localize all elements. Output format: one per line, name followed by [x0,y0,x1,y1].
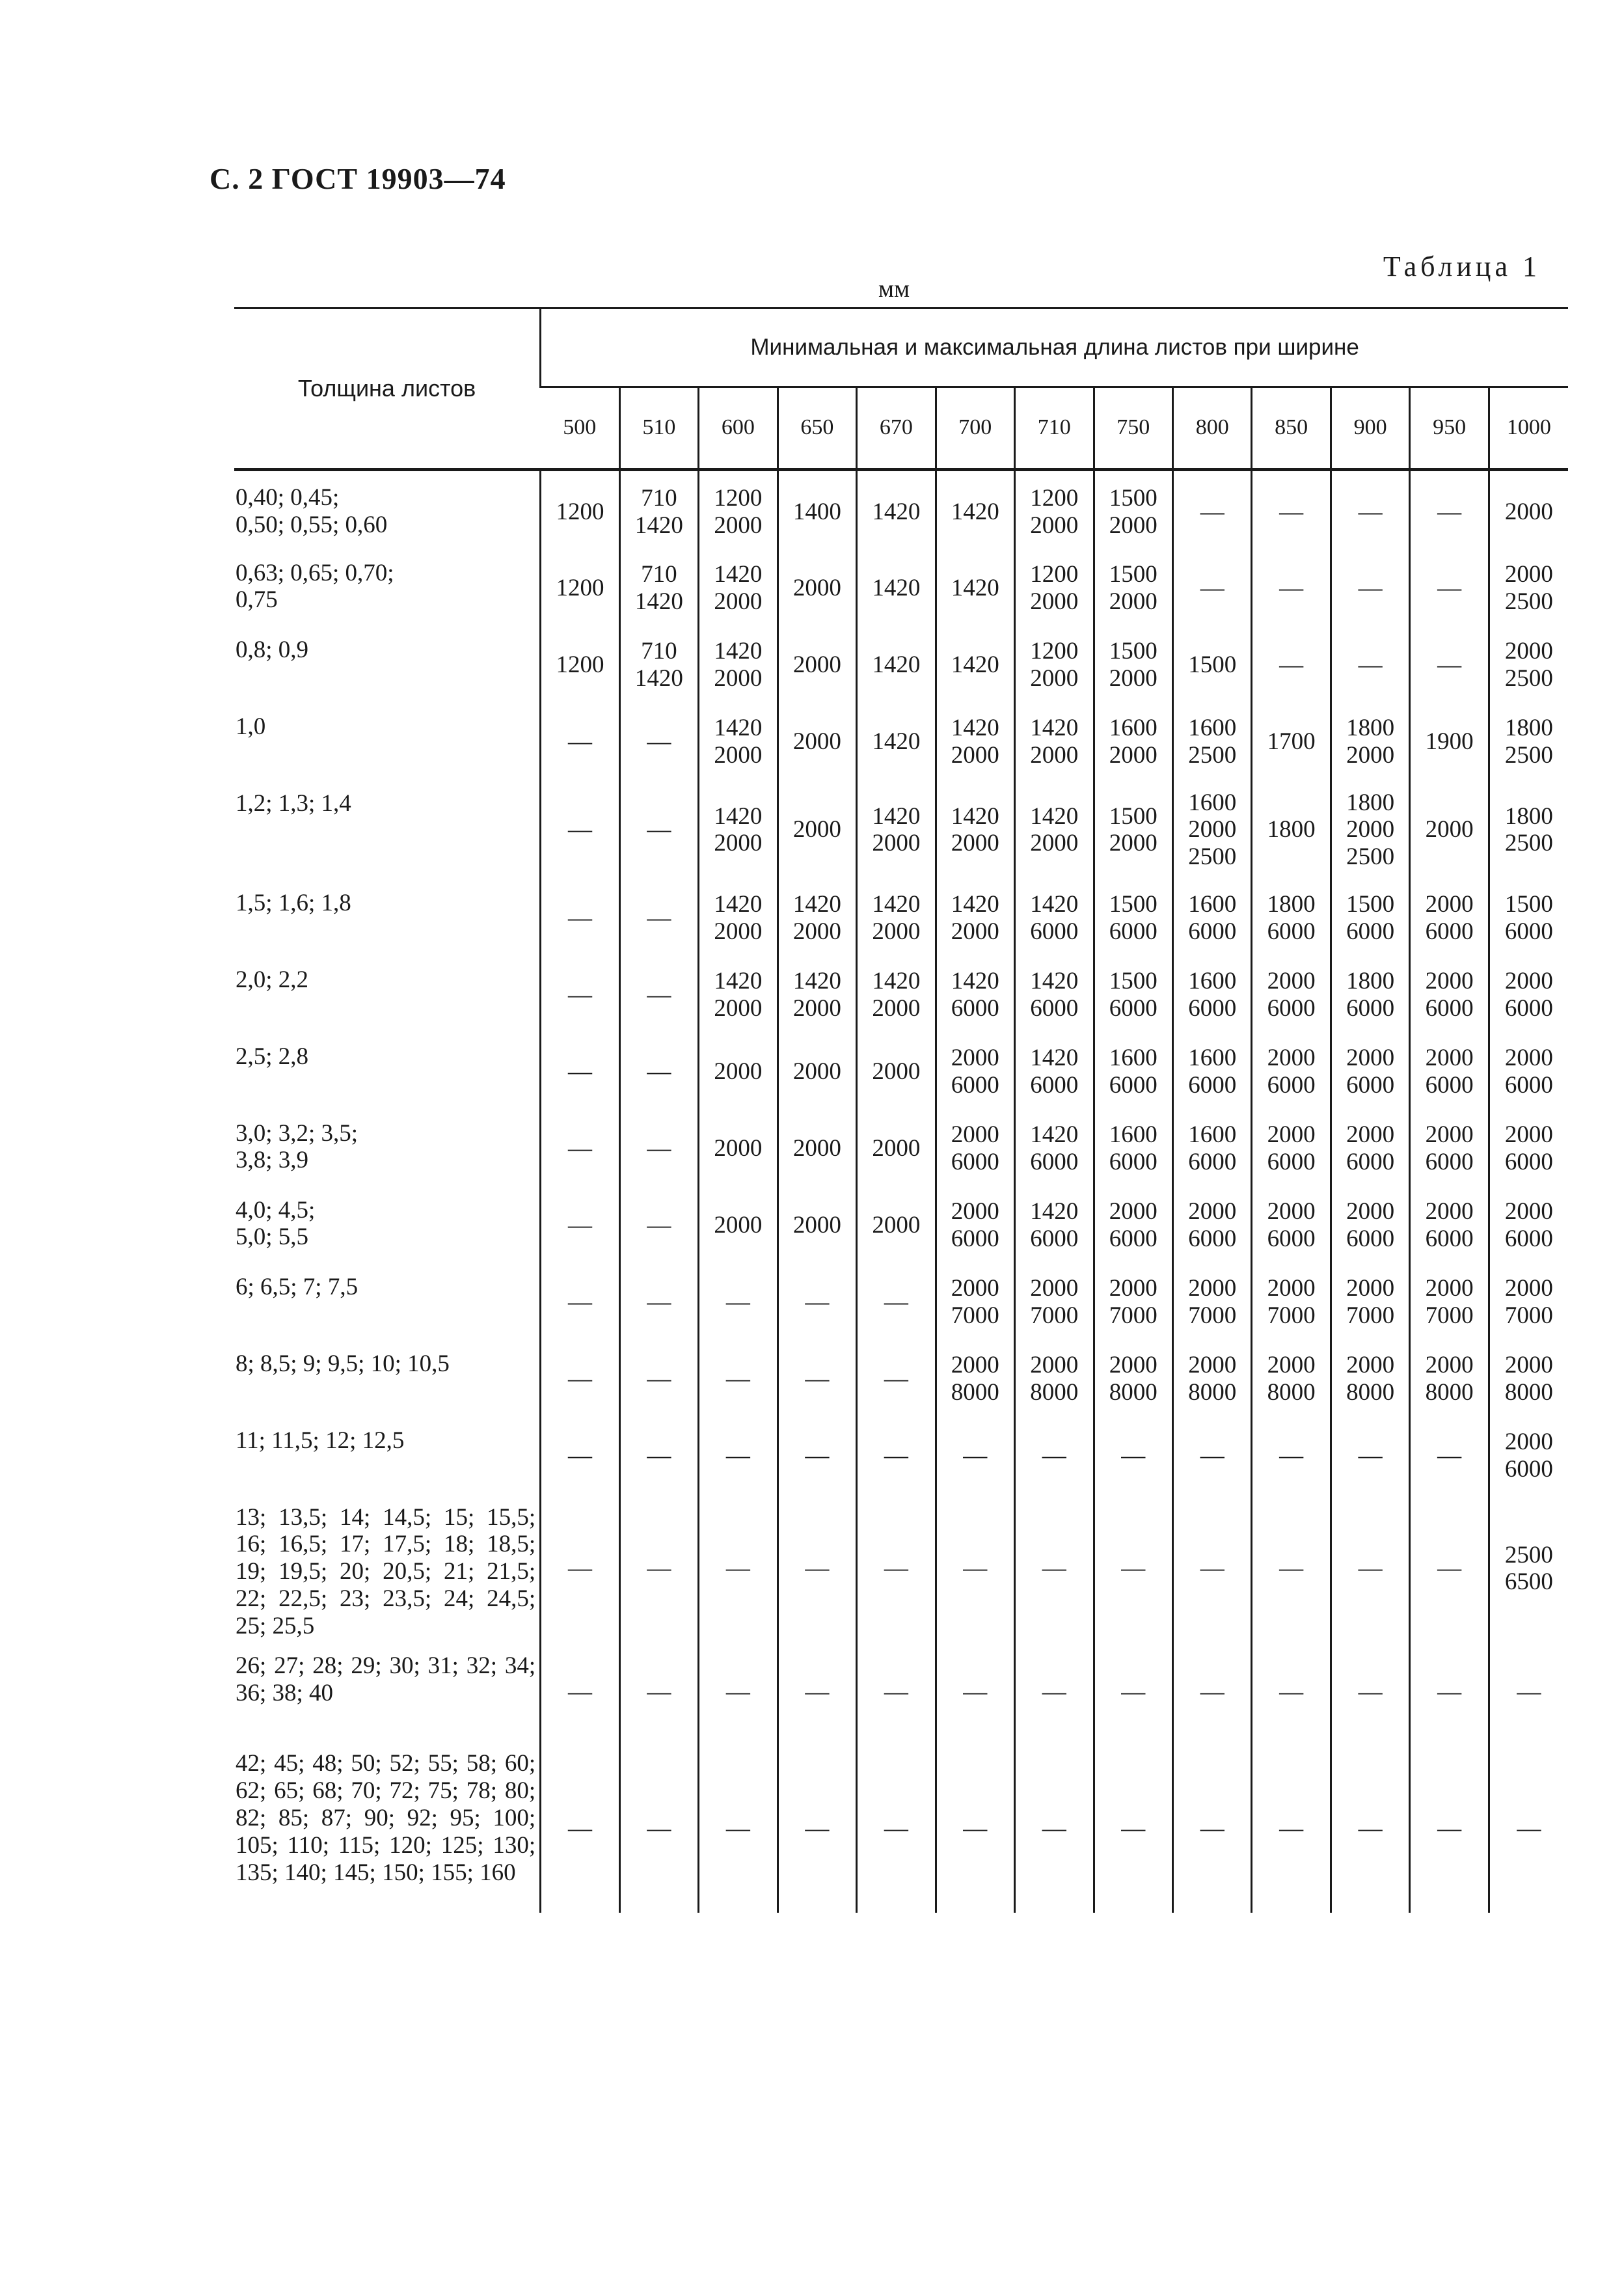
length-cell: 1500 [1172,623,1251,700]
thickness-cell: 6; 6,5; 7; 7,5 [236,1273,359,1300]
length-cell: 1420 [936,623,1014,700]
thickness-cell: 1,5; 1,6; 1,8 [236,889,351,916]
length-cell: 2000 6000 [1172,1184,1251,1261]
table-row [234,470,1568,547]
length-cell: 1420 2000 [1015,777,1094,877]
length-cell: — [1252,547,1331,623]
table-row [234,1184,1568,1261]
length-cell: 1600 6000 [1172,877,1251,953]
length-cell: — [1410,1737,1489,1913]
length-cell: 2000 6000 [1331,1184,1409,1261]
length-cell: 2000 [699,1107,778,1184]
length-cell: 1200 2000 [1015,547,1094,623]
width-header-670: 670 [857,387,936,470]
length-cell: — [1172,1737,1251,1913]
length-cell: 1600 6000 [1172,1107,1251,1184]
length-cell: 2000 [778,1184,856,1261]
length-cell: 2000 7000 [1489,1261,1568,1337]
table-row [234,700,1568,777]
length-cell: 1420 [857,547,936,623]
length-cell: — [699,1737,778,1913]
thickness-header: Толщина листов [234,308,541,470]
table-row [234,1491,1568,1640]
length-cell: 1420 2000 [699,953,778,1030]
length-cell: — [699,1639,778,1737]
length-cell: — [541,1184,619,1261]
length-cell: 1420 2000 [1015,700,1094,777]
length-cell: — [1410,1414,1489,1491]
length-cell: 1420 2000 [936,700,1014,777]
length-cell: 2000 8000 [1172,1337,1251,1414]
width-header-950: 950 [1410,387,1489,470]
length-cell: — [541,1337,619,1414]
length-cell: — [1489,1737,1568,1913]
length-cell: 1420 2000 [857,877,936,953]
length-cell: — [1172,547,1251,623]
length-cell: — [699,1337,778,1414]
length-cell: — [1410,547,1489,623]
length-cell: — [541,777,619,877]
table-body [234,470,1568,1913]
thickness-cell: 1,0 [236,713,266,740]
width-header-850: 850 [1252,387,1331,470]
length-cell: 1420 2000 [699,623,778,700]
length-cell: 1200 [541,623,619,700]
length-cell: — [1331,547,1409,623]
width-header-1000: 1000 [1489,387,1568,470]
length-cell: — [619,953,698,1030]
length-cell: 2000 6000 [1252,1184,1331,1261]
length-cell: — [619,700,698,777]
length-cell: 1600 2000 2500 [1172,777,1251,877]
length-cell: 1420 [936,470,1014,547]
length-cell: — [1331,1639,1409,1737]
length-cell: 1500 6000 [1331,877,1409,953]
length-cell: — [1252,470,1331,547]
length-cell: 2000 6000 [1489,1184,1568,1261]
length-cell: 1420 2000 [778,953,856,1030]
length-cell: 1500 2000 [1094,777,1172,877]
length-cell: — [857,1639,936,1737]
length-cell: 1800 6000 [1331,953,1409,1030]
length-cell: 1420 [936,547,1014,623]
length-cell: — [1172,470,1251,547]
width-header-650: 650 [778,387,856,470]
length-cell: 2000 [778,1107,856,1184]
table-row [234,623,1568,700]
thickness-cell: 0,63; 0,65; 0,70; 0,75 [236,559,394,614]
length-cell: 1600 6000 [1172,1030,1251,1107]
length-cell: — [541,953,619,1030]
length-cell: 1500 2000 [1094,623,1172,700]
length-cell: 1420 6000 [936,953,1014,1030]
length-cell: 2000 [1489,470,1568,547]
length-cell: — [1252,623,1331,700]
length-cell: — [857,1337,936,1414]
length-cell: 1420 2000 [699,777,778,877]
length-cell: — [619,877,698,953]
length-cell: — [619,777,698,877]
length-cell: 2000 6000 [936,1184,1014,1261]
thickness-cell: 1,2; 1,3; 1,4 [236,789,351,817]
length-group-header: Минимальная и максимальная длина листов при ширине [541,308,1568,387]
length-cell: 710 1420 [619,623,698,700]
length-cell: — [1172,1639,1251,1737]
width-header-750: 750 [1094,387,1172,470]
table-row [234,1107,1568,1184]
length-cell: 1800 [1252,777,1331,877]
length-cell: 2000 7000 [936,1261,1014,1337]
length-cell: — [1015,1737,1094,1913]
table-row [234,777,1568,877]
length-cell: — [619,1107,698,1184]
length-cell: — [699,1261,778,1337]
length-cell: 1800 2000 [1331,700,1409,777]
length-cell: 2000 8000 [936,1337,1014,1414]
length-cell: 1500 6000 [1489,877,1568,953]
table-row [234,1030,1568,1107]
length-cell: 1800 2000 2500 [1331,777,1409,877]
length-cell: — [1172,1491,1251,1640]
length-cell: 1420 2000 [857,953,936,1030]
thickness-cell: 11; 11,5; 12; 12,5 [236,1427,405,1454]
length-cell: — [541,1414,619,1491]
width-header-700: 700 [936,387,1014,470]
length-cell: — [619,1639,698,1737]
width-header-600: 600 [699,387,778,470]
length-cell: 2000 [778,777,856,877]
length-cell: — [778,1337,856,1414]
length-cell: — [857,1491,936,1640]
length-cell: — [619,1261,698,1337]
length-cell: 2000 8000 [1015,1337,1094,1414]
length-cell: 1420 6000 [1015,953,1094,1030]
length-cell: 2000 [857,1184,936,1261]
length-cell: — [1015,1414,1094,1491]
length-cell: 1400 [778,470,856,547]
length-cell: 1200 2000 [1015,623,1094,700]
length-cell: 2000 6000 [1094,1184,1172,1261]
length-cell: 1420 6000 [1015,1184,1094,1261]
length-cell: — [1252,1639,1331,1737]
length-cell: — [541,1639,619,1737]
length-cell: 1500 2000 [1094,470,1172,547]
length-cell: — [778,1491,856,1640]
length-cell: — [619,1030,698,1107]
length-cell: 1200 [541,547,619,623]
table-label: Таблица 1 [1383,251,1541,282]
length-cell: — [1252,1737,1331,1913]
length-cell: — [778,1414,856,1491]
length-cell: 1420 [857,700,936,777]
length-cell: 2000 6000 [936,1030,1014,1107]
length-cell: — [541,877,619,953]
length-cell: 2000 6000 [1410,877,1489,953]
length-cell: 2000 6000 [1410,953,1489,1030]
length-cell: — [1015,1491,1094,1640]
length-cell: — [541,1030,619,1107]
length-table [234,307,1568,1913]
length-cell: 1420 2000 [936,877,1014,953]
length-cell: 2000 [857,1030,936,1107]
length-cell: 1420 2000 [699,547,778,623]
length-cell: — [857,1737,936,1913]
table-row [234,1639,1568,1737]
length-cell: 1800 2500 [1489,777,1568,877]
table-row [234,877,1568,953]
thickness-cell: 0,8; 0,9 [236,636,309,663]
length-cell: — [1331,1491,1409,1640]
length-cell: 2000 8000 [1489,1337,1568,1414]
thickness-cell: 2,5; 2,8 [236,1043,309,1070]
page-reference: С. 2 ГОСТ 19903—74 [210,162,506,195]
length-cell: — [1331,623,1409,700]
length-cell: 1200 [541,470,619,547]
length-cell: — [1331,470,1409,547]
length-cell: — [1489,1639,1568,1737]
length-cell: — [619,1337,698,1414]
thickness-cell: 8; 8,5; 9; 9,5; 10; 10,5 [236,1350,450,1377]
length-cell: 1600 6000 [1172,953,1251,1030]
length-cell: — [619,1184,698,1261]
length-cell: 1420 2000 [699,700,778,777]
width-header-710: 710 [1015,387,1094,470]
length-cell: — [778,1261,856,1337]
table-row [234,1414,1568,1491]
length-cell: — [1252,1414,1331,1491]
length-cell: 1420 2000 [936,777,1014,877]
length-cell: 1200 2000 [1015,470,1094,547]
length-cell: — [778,1737,856,1913]
length-cell: — [1410,1639,1489,1737]
length-cell: 1420 2000 [778,877,856,953]
thickness-cell: 0,40; 0,45; 0,50; 0,55; 0,60 [236,484,388,538]
length-cell: 2000 6000 [1489,1030,1568,1107]
length-cell: 1420 6000 [1015,1107,1094,1184]
length-cell: 2000 6000 [1252,953,1331,1030]
length-cell: — [619,1414,698,1491]
length-cell: 2000 [778,623,856,700]
length-cell: — [778,1639,856,1737]
thickness-cell: 26; 27; 28; 29; 30; 31; 32; 34; 36; 38; 40 [236,1652,536,1707]
length-cell: 1200 2000 [699,470,778,547]
length-cell: 1420 2000 [699,877,778,953]
length-cell: 2000 6000 [1489,1107,1568,1184]
length-cell: 2500 6500 [1489,1491,1568,1640]
length-cell: 2000 7000 [1410,1261,1489,1337]
length-cell: — [857,1261,936,1337]
length-cell: 2000 8000 [1094,1337,1172,1414]
width-header-500: 500 [541,387,619,470]
table-row [234,547,1568,623]
length-cell: — [936,1639,1014,1737]
length-cell: — [1410,470,1489,547]
length-cell: 1600 2500 [1172,700,1251,777]
length-cell: 710 1420 [619,547,698,623]
length-cell: 2000 [857,1107,936,1184]
length-cell: 2000 7000 [1331,1261,1409,1337]
length-cell: 710 1420 [619,470,698,547]
length-cell: 2000 6000 [1410,1107,1489,1184]
thickness-cell: 4,0; 4,5; 5,0; 5,5 [236,1196,316,1251]
length-cell: — [699,1414,778,1491]
length-cell: 1500 6000 [1094,877,1172,953]
length-cell: 2000 6000 [1410,1184,1489,1261]
length-cell: 2000 6000 [1252,1030,1331,1107]
thickness-cell: 13; 13,5; 14; 14,5; 15; 15,5; 16; 16,5; 17; 17,5; 18; 18,5; 19; 19,5; 20; 20,5; 21; 21,5; 22; 22,5; 23; 23,5; 24; 24,5; 25; 25,5 [236,1503,536,1639]
length-cell: — [541,1107,619,1184]
length-cell: — [1410,623,1489,700]
length-cell: — [857,1414,936,1491]
unit-label: мм [878,275,910,303]
length-cell: 1420 [857,470,936,547]
length-cell: 2000 7000 [1252,1261,1331,1337]
length-cell: — [541,1261,619,1337]
length-cell: — [1094,1414,1172,1491]
length-cell: 2000 6000 [1489,1414,1568,1491]
length-cell: 2000 6000 [936,1107,1014,1184]
length-cell: — [936,1414,1014,1491]
length-cell: — [541,1491,619,1640]
length-cell: — [1252,1491,1331,1640]
thickness-cell: 3,0; 3,2; 3,5; 3,8; 3,9 [236,1119,359,1174]
length-cell: — [1094,1639,1172,1737]
table-row [234,1337,1568,1414]
length-cell: 1800 2500 [1489,700,1568,777]
table-row [234,953,1568,1030]
length-cell: — [699,1491,778,1640]
length-cell: 2000 8000 [1252,1337,1331,1414]
width-header-900: 900 [1331,387,1409,470]
length-cell: — [936,1491,1014,1640]
table-row [234,1261,1568,1337]
length-cell: 2000 [778,1030,856,1107]
length-cell: — [936,1737,1014,1913]
length-cell: 2000 6000 [1252,1107,1331,1184]
length-cell: 2000 [778,700,856,777]
length-cell: — [541,1737,619,1913]
length-cell: 1800 6000 [1252,877,1331,953]
length-cell: 1420 6000 [1015,877,1094,953]
length-cell: 2000 [699,1030,778,1107]
length-cell: 2000 6000 [1331,1030,1409,1107]
length-cell: 1700 [1252,700,1331,777]
length-cell: 2000 7000 [1094,1261,1172,1337]
length-cell: 1420 6000 [1015,1030,1094,1107]
thickness-cell: 42; 45; 48; 50; 52; 55; 58; 60; 62; 65; 68; 70; 72; 75; 78; 80; 82; 85; 87; 90; 92; 95; 100; 105; 110; 115; 120; 125; 130; 135; 140; 145; 150; 155; 160 [236,1750,536,1886]
length-cell: 1420 [857,623,936,700]
thickness-cell: 2,0; 2,2 [236,966,309,993]
length-cell: — [1094,1737,1172,1913]
length-cell: 1500 2000 [1094,547,1172,623]
length-cell: 2000 2500 [1489,547,1568,623]
length-cell: — [1331,1414,1409,1491]
length-cell: 2000 7000 [1015,1261,1094,1337]
length-cell: — [619,1491,698,1640]
length-cell: 1420 2000 [857,777,936,877]
length-cell: 2000 2500 [1489,623,1568,700]
length-cell: — [619,1737,698,1913]
length-cell: 2000 [699,1184,778,1261]
table-row [234,1737,1568,1913]
length-cell: 2000 6000 [1331,1107,1409,1184]
length-cell: 1600 6000 [1094,1107,1172,1184]
length-cell: — [541,700,619,777]
length-cell: — [1172,1414,1251,1491]
length-cell: 1500 6000 [1094,953,1172,1030]
length-cell: 2000 8000 [1410,1337,1489,1414]
length-cell: 1900 [1410,700,1489,777]
width-header-510: 510 [619,387,698,470]
length-cell: 2000 [1410,777,1489,877]
length-cell: 2000 6000 [1489,953,1568,1030]
width-header-800: 800 [1172,387,1251,470]
length-cell: — [1410,1491,1489,1640]
length-cell: 2000 [778,547,856,623]
length-cell: — [1331,1737,1409,1913]
length-cell: 2000 7000 [1172,1261,1251,1337]
length-cell: 2000 6000 [1410,1030,1489,1107]
length-cell: 2000 8000 [1331,1337,1409,1414]
length-cell: — [1015,1639,1094,1737]
length-cell: — [1094,1491,1172,1640]
length-cell: 1600 2000 [1094,700,1172,777]
length-cell: 1600 6000 [1094,1030,1172,1107]
